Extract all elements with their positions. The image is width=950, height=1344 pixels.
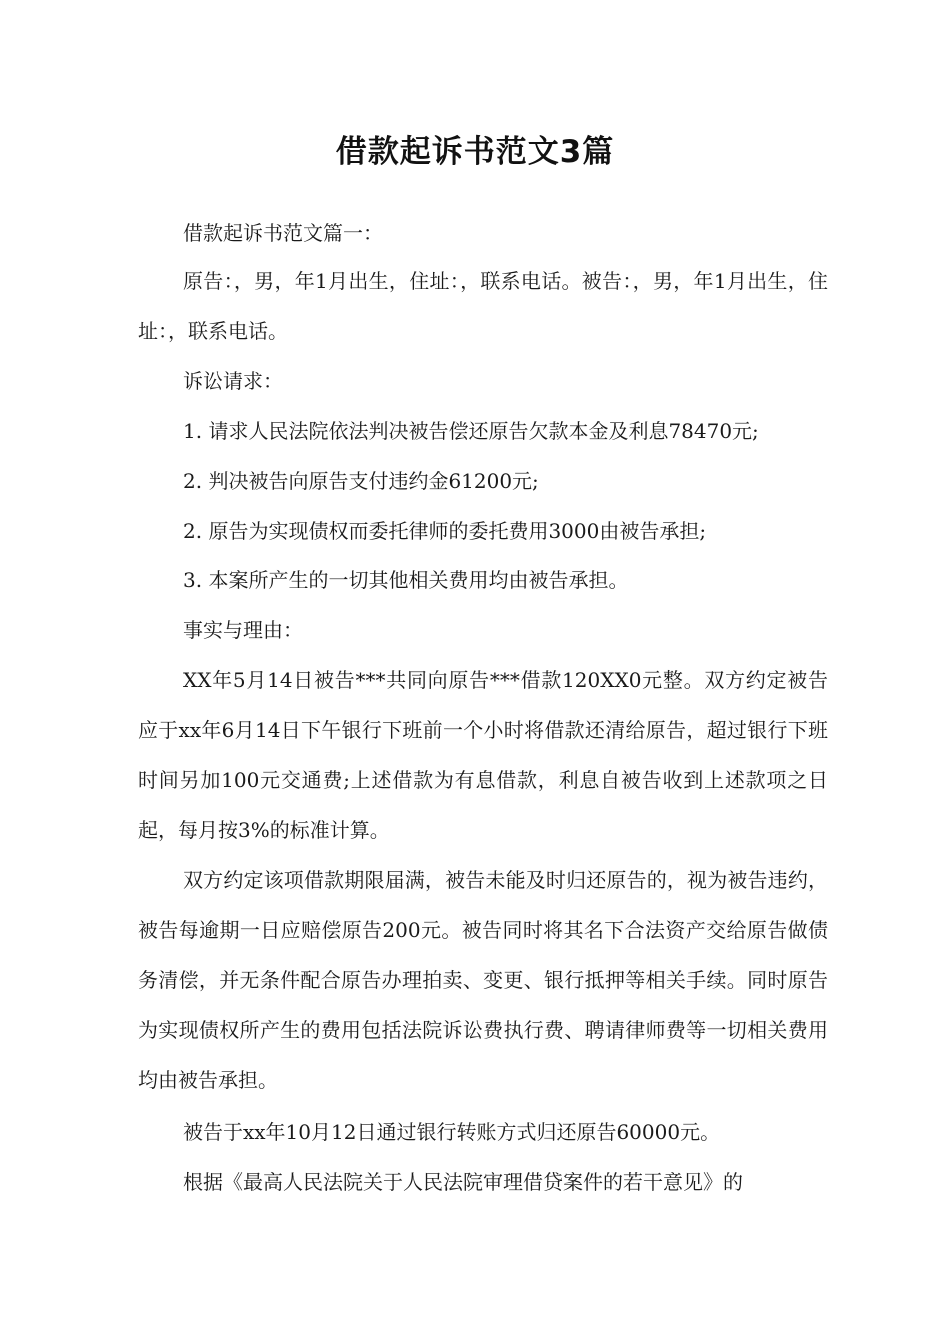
section-heading-part-one: 借款起诉书范文篇一： [183,221,383,245]
facts-paragraph-1: XX年5月14日被告***共同向原告***借款120XX0元整。双方约定被告应于xx年6月14日下午银行下班前一个小时将借款还清给原告，超过银行下班时间另加100元交通费;上述借款为有息借款，利息自被告收到上述款项之日起，每月按3%的标准计算。 [138,668,828,842]
legal-basis-paragraph: 根据《最高人民法院关于人民法院审理借贷案件的若干意见》的 [183,1170,743,1194]
facts-paragraph-2: 双方约定该项借款期限届满，被告未能及时归还原告的，视为被告违约，被告每逾期一日应赔偿原告200元。被告同时将其名下合法资产交给原告做债务清偿，并无条件配合原告办理拍卖、变更、银行抵押等相关手续。同时原告为实现债权所产生的费用包括法院诉讼费执行费、聘请律师费等一切相关费用均由被告承担。 [138,868,828,1092]
claims-heading: 诉讼请求： [183,369,283,393]
document-title: 借款起诉书范文3篇 [335,134,615,170]
facts-heading: 事实与理由： [183,618,303,642]
claim-item-4: 3. 本案所产生的一切其他相关费用均由被告承担。 [183,568,629,592]
claim-item-1: 1. 请求人民法院依法判决被告偿还原告欠款本金及利息78470元; [183,419,759,443]
parties-paragraph: 原告：，男，年1月出生，住址：，联系电话。被告：，男，年1月出生，住址：，联系电话。 [138,269,828,343]
claim-item-3: 2. 原告为实现债权而委托律师的委托费用3000由被告承担; [183,519,707,543]
facts-paragraph-3: 被告于xx年10月12日通过银行转账方式归还原告60000元。 [183,1120,721,1144]
claim-item-2: 2. 判决被告向原告支付违约金61200元; [183,469,539,493]
